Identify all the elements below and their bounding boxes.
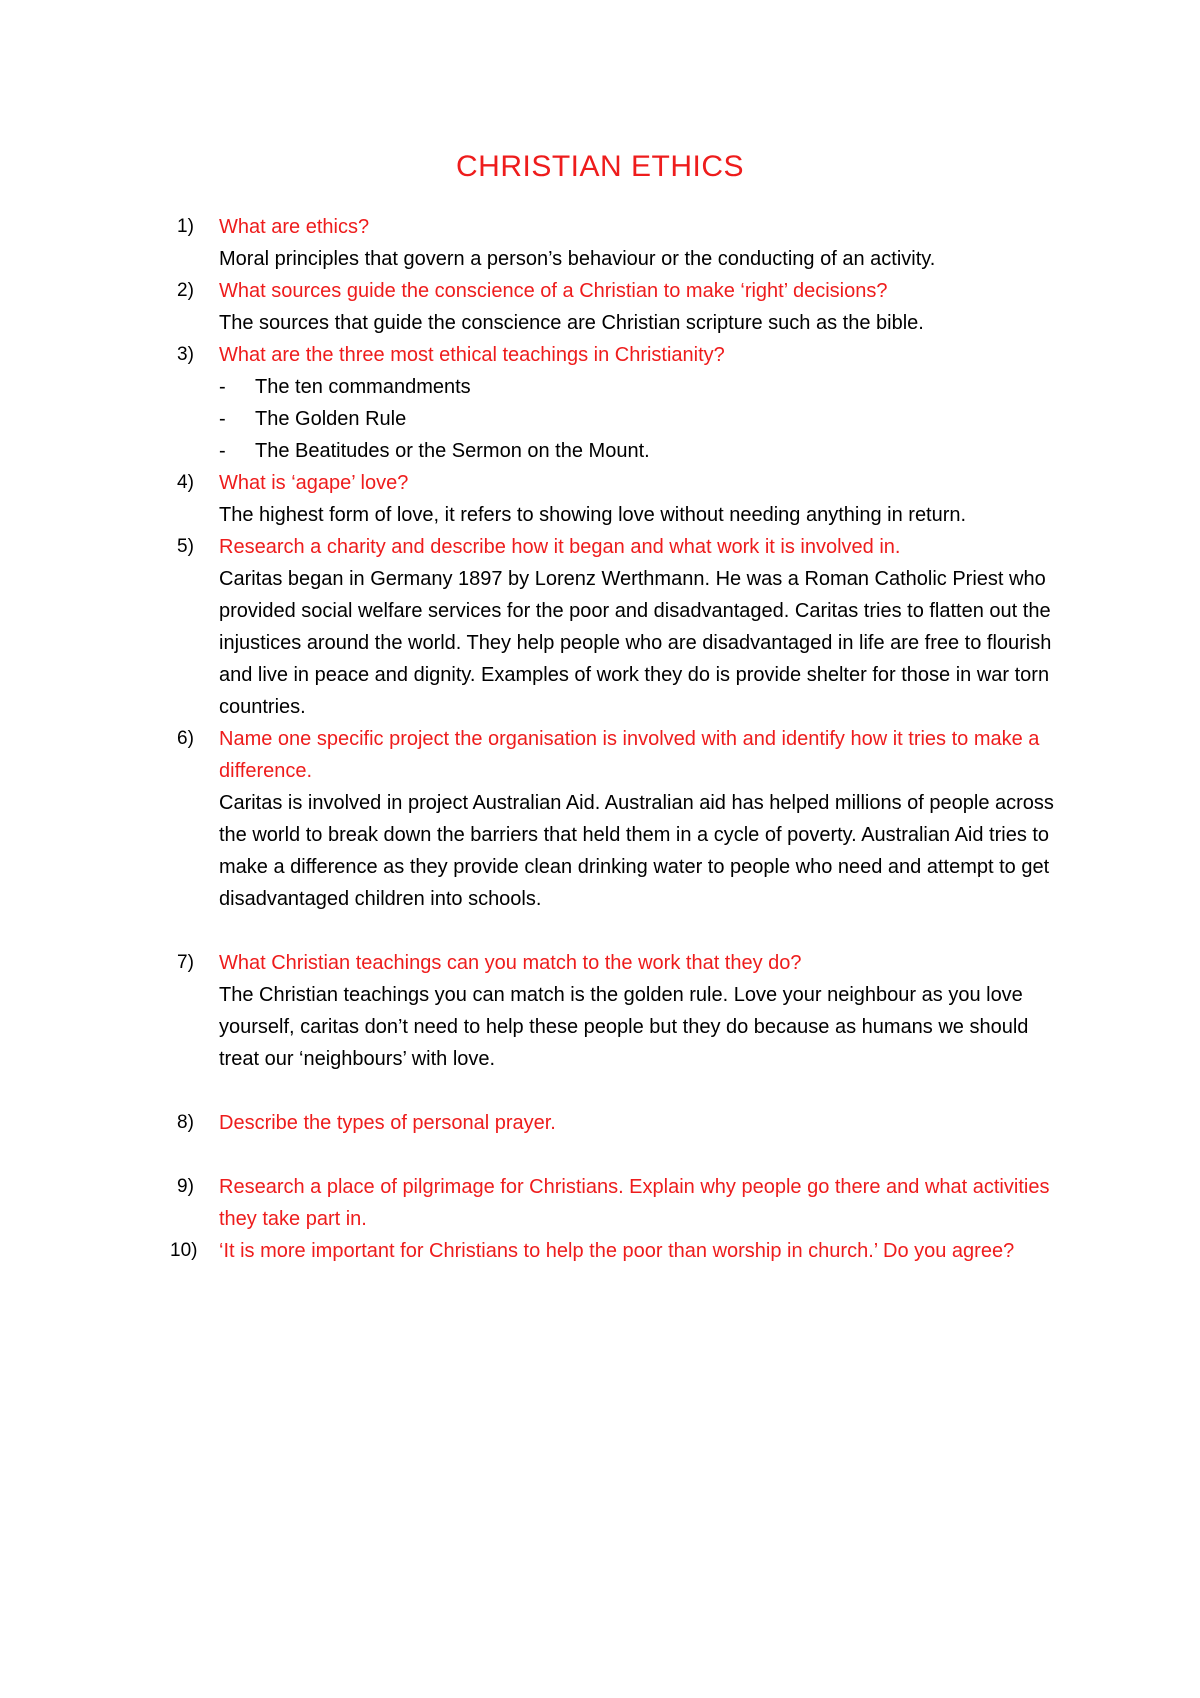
spacer bbox=[150, 1139, 1070, 1171]
list-item-text: The ten commandments bbox=[255, 376, 471, 398]
question-item-1 bbox=[150, 211, 1070, 275]
question-list bbox=[150, 211, 1070, 1267]
answer-text: Caritas began in Germany 1897 by Lorenz Werthmann. He was a Roman Catholic Priest who provided social welfare services for the poor and disadvantaged. Caritas tries to flatten out the injustices around the world. They help people who are disadvantaged in life are free to flourish and live in peace and dignity. Examples of work they do is provide shelter for those in war torn countries. bbox=[219, 568, 1052, 718]
question-number: 9) bbox=[177, 1176, 194, 1197]
question-text: Research a place of pilgrimage for Christians. Explain why people go there and what activities they take part in. bbox=[219, 1176, 1050, 1230]
answer-text: The sources that guide the conscience are Christian scripture such as the bible. bbox=[219, 312, 924, 334]
list-item bbox=[219, 435, 1070, 467]
answer-text: The Christian teachings you can match is the golden rule. Love your neighbour as you love yourself, caritas don’t need to help these people but they do because as humans we should treat our ‘neighbours’ with love. bbox=[219, 984, 1029, 1070]
spacer bbox=[150, 1075, 1070, 1107]
dash-bullet: - bbox=[219, 376, 226, 398]
spacer bbox=[150, 915, 1070, 947]
question-text: What sources guide the conscience of a Christian to make ‘right’ decisions? bbox=[219, 280, 888, 302]
question-text: ‘It is more important for Christians to help the poor than worship in church.’ Do you agree? bbox=[219, 1240, 1015, 1262]
answer-text: Moral principles that govern a person’s behaviour or the conducting of an activity. bbox=[219, 248, 936, 270]
question-item-9 bbox=[150, 1171, 1070, 1235]
question-text: What are the three most ethical teachings in Christianity? bbox=[219, 344, 725, 366]
answer-text: The highest form of love, it refers to showing love without needing anything in return. bbox=[219, 504, 967, 526]
question-item-6 bbox=[150, 723, 1070, 915]
question-number: 10) bbox=[170, 1240, 198, 1261]
question-number: 7) bbox=[177, 952, 194, 973]
question-text: What are ethics? bbox=[219, 216, 370, 238]
question-item-3 bbox=[150, 339, 1070, 467]
question-text: Research a charity and describe how it began and what work it is involved in. bbox=[219, 536, 901, 558]
answer-text: Caritas is involved in project Australian Aid. Australian aid has helped millions of people across the world to break down the barriers that held them in a cycle of poverty. Australian Aid tries to make a difference as they provide clean drinking water to people who need and attempt to get disadvantaged children into schools. bbox=[219, 792, 1054, 910]
question-item-2 bbox=[150, 275, 1070, 339]
question-text: What is ‘agape’ love? bbox=[219, 472, 409, 494]
question-text: Name one specific project the organisation is involved with and identify how it tries to make a difference. bbox=[219, 728, 1040, 782]
question-number: 6) bbox=[177, 728, 194, 749]
dash-bullet: - bbox=[219, 440, 226, 462]
page-title: CHRISTIAN ETHICS bbox=[455, 150, 745, 183]
question-number: 5) bbox=[177, 536, 194, 557]
question-number: 4) bbox=[177, 472, 194, 493]
question-item-7 bbox=[150, 947, 1070, 1075]
list-item-text: The Golden Rule bbox=[255, 408, 407, 430]
question-number: 2) bbox=[177, 280, 194, 301]
teachings-list bbox=[219, 371, 1070, 467]
dash-bullet: - bbox=[219, 408, 226, 430]
question-text: Describe the types of personal prayer. bbox=[219, 1112, 556, 1134]
list-item bbox=[219, 371, 1070, 403]
question-text: What Christian teachings can you match to the work that they do? bbox=[219, 952, 802, 974]
list-item-text: The Beatitudes or the Sermon on the Mount. bbox=[255, 440, 650, 462]
question-item-5 bbox=[150, 531, 1070, 723]
question-number: 8) bbox=[177, 1112, 194, 1133]
question-item-10 bbox=[150, 1235, 1070, 1267]
question-number: 3) bbox=[177, 344, 194, 365]
question-number: 1) bbox=[177, 216, 194, 237]
question-item-8 bbox=[150, 1107, 1070, 1139]
question-item-4 bbox=[150, 467, 1070, 531]
list-item bbox=[219, 403, 1070, 435]
